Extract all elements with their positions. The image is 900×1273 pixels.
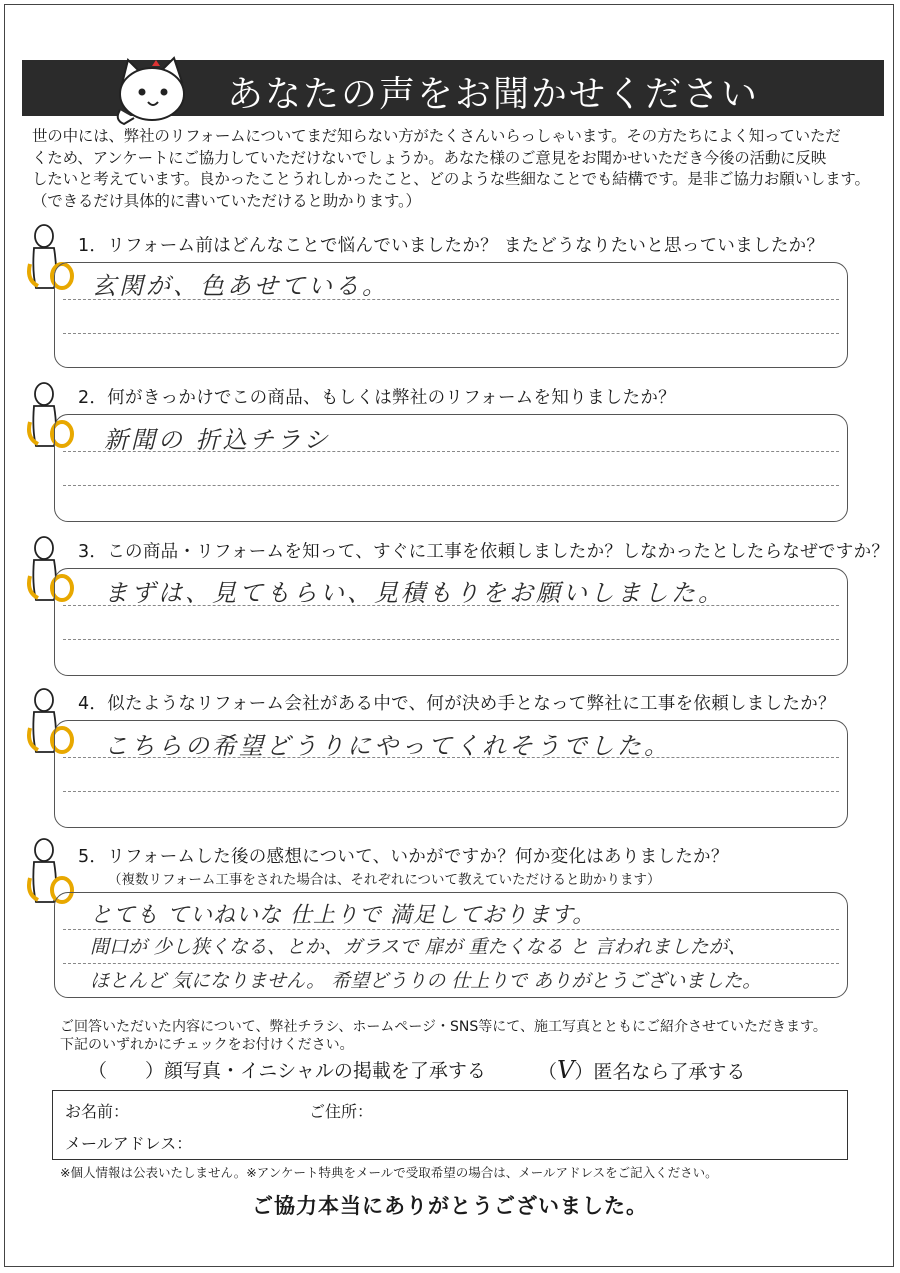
consent-2-label: 匿名なら了承する [593,1061,746,1083]
notice-line-2: 下記のいずれかにチェックをお付けください。 [60,1037,354,1053]
question-3-label: 3．この商品・リフォームを知って、すぐに工事を依頼しましたか？しなかったとしたらなぜですか？ [78,542,890,562]
intro-text [32,126,882,212]
contact-info-box [52,1090,848,1160]
intro-line: したいと考えています。良かったことうれしかったこと、どのような些細なことでも結構です。是非ご協力お願いします。 [32,170,870,188]
intro-line: （できるだけ具体的に書いていただけると助かります。） [32,191,421,210]
question-5-sublabel: （複数リフォーム工事をされた場合は、それぞれについて教えていただけると助かります） [108,872,661,888]
consent-1-checkbox[interactable]: （ ） [88,1060,165,1082]
consent-2-checkmark[interactable]: V [557,1056,575,1084]
consent-2-close: ） [574,1061,594,1083]
question-1-label: 1．リフォーム前はどんなことで悩んでいましたか？ またどうなりたいと思っていましたか？ [78,236,825,256]
intro-line: くため、アンケートにご協力していただけないでしょうか。あなた様のご意見をお聞かせいただき今後の活動に反映 [32,148,827,167]
consent-option-1[interactable] [88,1056,486,1083]
answer-5-line-2: 間口が 少し狭くなる、とか、ガラスで 扉が 重たくなる と 言われましたが、 [90,936,747,958]
intro-line: 世の中には、弊社のリフォームについてまだ知らない方がたくさんいらっしゃいます。その方たちによく知っていただ [32,127,841,145]
answer-5-line-3: ほとんど 気になりません。 希望どうりの 仕上りで ありがとうございました。 [90,970,762,992]
question-2-label: 2．何がきっかけでこの商品、もしくは弊社のリフォームを知りましたか？ [78,388,676,408]
consent-1-label: 顔写真・イニシャルの掲載を了承する [164,1060,486,1082]
question-4-label: 4．似たようなリフォーム会社がある中で、何が決め手となって弊社に工事を依頼しましたか？ [78,694,836,714]
privacy-note: ※個人情報は公表いたしません。※アンケート特典をメールで受取希望の場合は、メールアドレスをご記入ください。 [60,1165,718,1180]
notice-line-1: ご回答いただいた内容について、弊社チラシ、ホームページ・SNS等にて、施工写真とともにご紹介させていただきます。 [60,1019,827,1035]
question-5-label: 5．リフォームした後の感想について、いかがですか？何か変化はありましたか？ [78,847,729,867]
cat-mascot-icon [112,54,196,126]
page-title: あなたの声をお聞かせください [227,74,760,115]
answer-5-line-1: とても ていねいな 仕上りで 満足しております。 [90,903,596,928]
email-label: メールアドレス： [65,1134,193,1153]
answer-2-text: 新聞の 折込チラシ [104,426,331,454]
answer-4-text: こちらの希望どうりにやってくれそうでした。 [104,732,671,760]
consent-2-open: （ [538,1061,558,1083]
thanks-message: ご協力本当にありがとうございました。 [252,1194,648,1218]
answer-3-text: まずは、見てもらい、見積もりをお願いしました。 [104,579,725,607]
consent-option-2[interactable] [538,1056,745,1084]
answer-1-text: 玄関が、色あせている。 [92,272,389,300]
name-label: お名前： [65,1102,130,1121]
address-label: ご住所： [309,1102,374,1121]
